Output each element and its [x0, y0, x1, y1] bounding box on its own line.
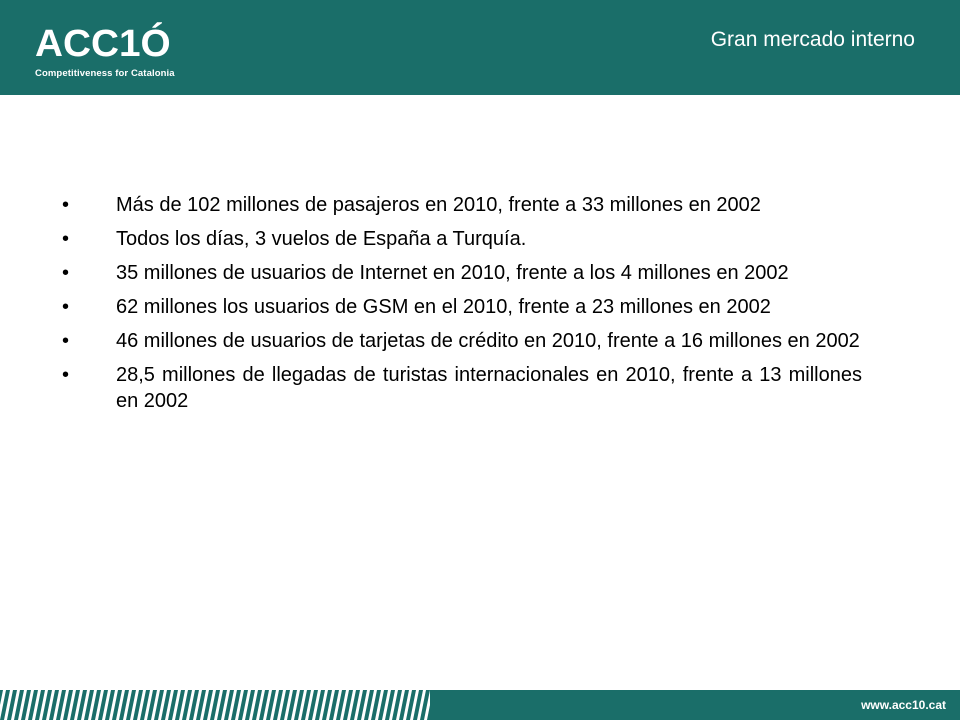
- footer-stripe: [165, 690, 174, 720]
- list-item: [62, 260, 862, 286]
- footer-stripe: [130, 690, 139, 720]
- footer-stripe: [284, 690, 293, 720]
- footer-stripe: [333, 690, 342, 720]
- footer-stripe: [109, 690, 118, 720]
- bullet-text: Más de 102 millones de pasajeros en 2010, frente a 33 millones en 2002: [116, 194, 761, 216]
- footer-stripe: [144, 690, 153, 720]
- footer-stripe: [158, 690, 167, 720]
- footer-stripe: [102, 690, 111, 720]
- footer-stripe: [249, 690, 258, 720]
- footer-stripe: [263, 690, 272, 720]
- footer-stripe: [403, 690, 412, 720]
- list-item: [62, 226, 862, 252]
- logo-tagline: Competitiveness for Catalonia: [35, 68, 175, 79]
- bullet-icon: •: [62, 228, 70, 250]
- footer-stripe: [389, 690, 398, 720]
- list-item: [62, 192, 862, 218]
- bullet-icon: •: [62, 296, 70, 318]
- footer-stripe: [256, 690, 265, 720]
- footer-stripes-decoration: [0, 690, 430, 720]
- footer-stripe: [151, 690, 160, 720]
- footer-stripe: [200, 690, 209, 720]
- footer-stripe: [382, 690, 391, 720]
- bullet-text: 35 millones de usuarios de Internet en 2010, frente a los 4 millones en 2002: [116, 262, 789, 284]
- footer-stripe: [4, 690, 13, 720]
- footer-url: www.acc10.cat: [861, 698, 946, 712]
- footer-stripe: [32, 690, 41, 720]
- footer-stripe: [193, 690, 202, 720]
- footer-stripe: [214, 690, 223, 720]
- footer-stripe: [186, 690, 195, 720]
- footer-stripe: [116, 690, 125, 720]
- footer-stripe: [95, 690, 104, 720]
- footer-stripe: [417, 690, 426, 720]
- acc10-logo: [35, 24, 175, 80]
- footer-stripe: [410, 690, 419, 720]
- footer-stripe: [312, 690, 321, 720]
- footer-stripe: [298, 690, 307, 720]
- footer-stripe: [46, 690, 55, 720]
- footer-stripe: [74, 690, 83, 720]
- footer-stripe: [228, 690, 237, 720]
- footer-bar: [0, 690, 960, 720]
- bullet-list: [62, 192, 862, 414]
- footer-stripe: [172, 690, 181, 720]
- footer-stripe: [375, 690, 384, 720]
- footer-stripe: [368, 690, 377, 720]
- list-item: [62, 328, 862, 354]
- footer-stripe: [207, 690, 216, 720]
- footer-stripe: [53, 690, 62, 720]
- footer-stripe: [277, 690, 286, 720]
- footer-stripe: [137, 690, 146, 720]
- footer-stripe: [81, 690, 90, 720]
- bullet-icon: •: [62, 262, 70, 284]
- footer-stripe: [67, 690, 76, 720]
- footer-stripe: [291, 690, 300, 720]
- footer-stripe: [305, 690, 314, 720]
- bullet-text: 28,5 millones de llegadas de turistas internacionales en 2010, frente a 13 millones en 2002: [116, 364, 862, 412]
- slide-title: Gran mercado interno: [710, 28, 915, 51]
- footer-stripe: [60, 690, 69, 720]
- bullet-icon: •: [62, 364, 70, 386]
- slide-content: [62, 192, 862, 422]
- footer-stripe: [354, 690, 363, 720]
- footer-stripe: [242, 690, 251, 720]
- footer-stripe: [88, 690, 97, 720]
- footer-stripe: [319, 690, 328, 720]
- bullet-icon: •: [62, 330, 70, 352]
- list-item: [62, 362, 862, 414]
- footer-stripe: [25, 690, 34, 720]
- logo-text: ACC1Ó: [35, 23, 171, 65]
- bullet-text: 62 millones los usuarios de GSM en el 2010, frente a 23 millones en 2002: [116, 296, 771, 318]
- footer-stripe: [396, 690, 405, 720]
- list-item: [62, 294, 862, 320]
- footer-stripe: [326, 690, 335, 720]
- bullet-text: 46 millones de usuarios de tarjetas de crédito en 2010, frente a 16 millones en 2002: [116, 330, 860, 352]
- header-bar: [0, 0, 960, 95]
- footer-stripe: [39, 690, 48, 720]
- bullet-icon: •: [62, 194, 70, 216]
- footer-stripe: [179, 690, 188, 720]
- bullet-text: Todos los días, 3 vuelos de España a Turquía.: [116, 228, 527, 250]
- footer-stripe: [235, 690, 244, 720]
- footer-stripe: [347, 690, 356, 720]
- footer-stripe: [270, 690, 279, 720]
- footer-stripe: [18, 690, 27, 720]
- footer-stripe: [340, 690, 349, 720]
- footer-stripe: [123, 690, 132, 720]
- footer-stripe: [361, 690, 370, 720]
- footer-stripe: [221, 690, 230, 720]
- footer-stripe: [11, 690, 20, 720]
